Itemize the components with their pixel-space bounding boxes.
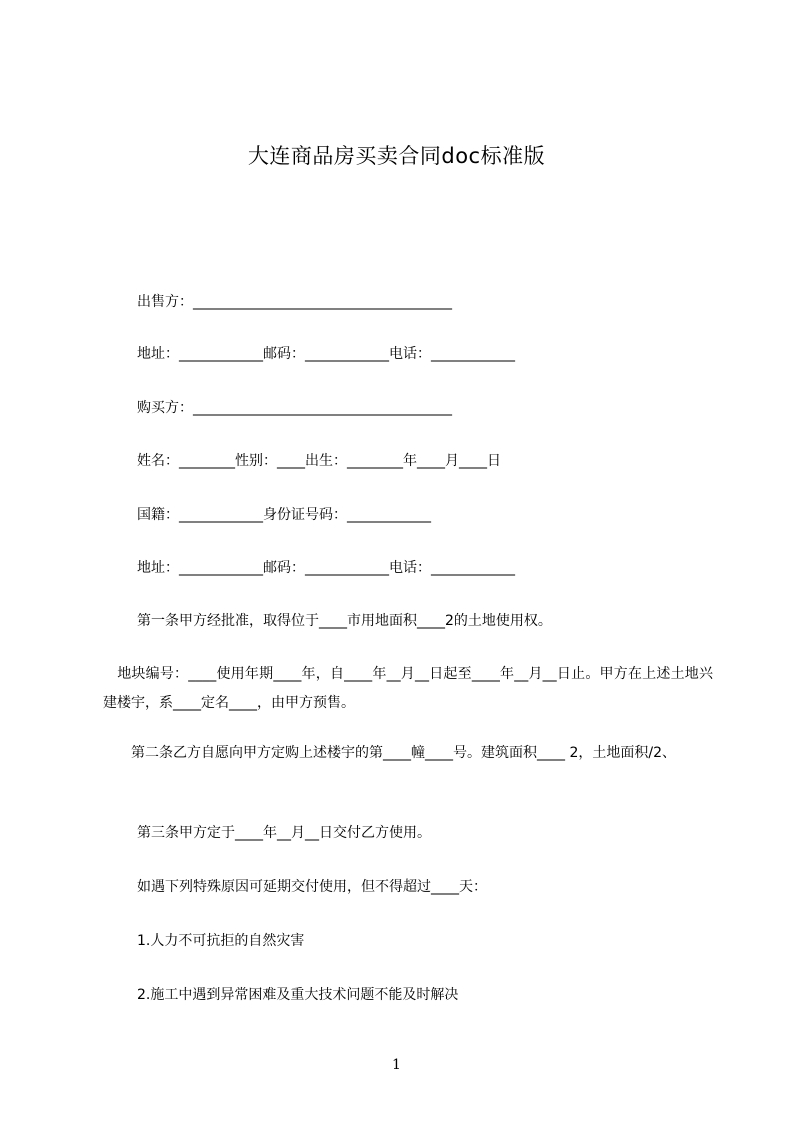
page-number: 1 <box>392 1057 401 1073</box>
seller-line: 出售方：_____________________________________ <box>137 294 452 310</box>
lot-info-paragraph: 地块编号：____使用年期____年，自____年__月__日起至____年__月__日止。甲方在上述土地兴建楼宇，系____定名____，由甲方预售。 <box>103 666 713 711</box>
nationality-line: 国籍：____________身份证号码：____________ <box>137 507 431 523</box>
buyer-name-line: 姓名：________性别：____出生：________年____月____日 <box>137 453 501 469</box>
list-item: 2.施工中遇到异常困难及重大技术问题不能及时解决 <box>137 987 459 1003</box>
buyer-line: 购买方：_____________________________________ <box>137 400 452 416</box>
seller-address-line: 地址：____________邮码：____________电话：____________ <box>137 346 515 362</box>
document-title: 大连商品房买卖合同doc标准版 <box>247 144 546 168</box>
list-item: 1.人力不可抗拒的自然灾害 <box>137 933 305 949</box>
article-1: 第一条甲方经批准，取得位于____市用地面积____2的土地使用权。 <box>137 613 552 629</box>
delay-clause: 如遇下列特殊原因可延期交付使用，但不得超过____天： <box>137 879 487 895</box>
buyer-address-line: 地址：____________邮码：____________电话：____________ <box>137 560 515 576</box>
article-2-paragraph: 第二条乙方自愿向甲方定购上述楼宇的第____幢____号。建筑面积____ 2，土地面积/2、 <box>103 745 676 761</box>
article-3: 第三条甲方定于____年__月__日交付乙方使用。 <box>137 825 431 841</box>
